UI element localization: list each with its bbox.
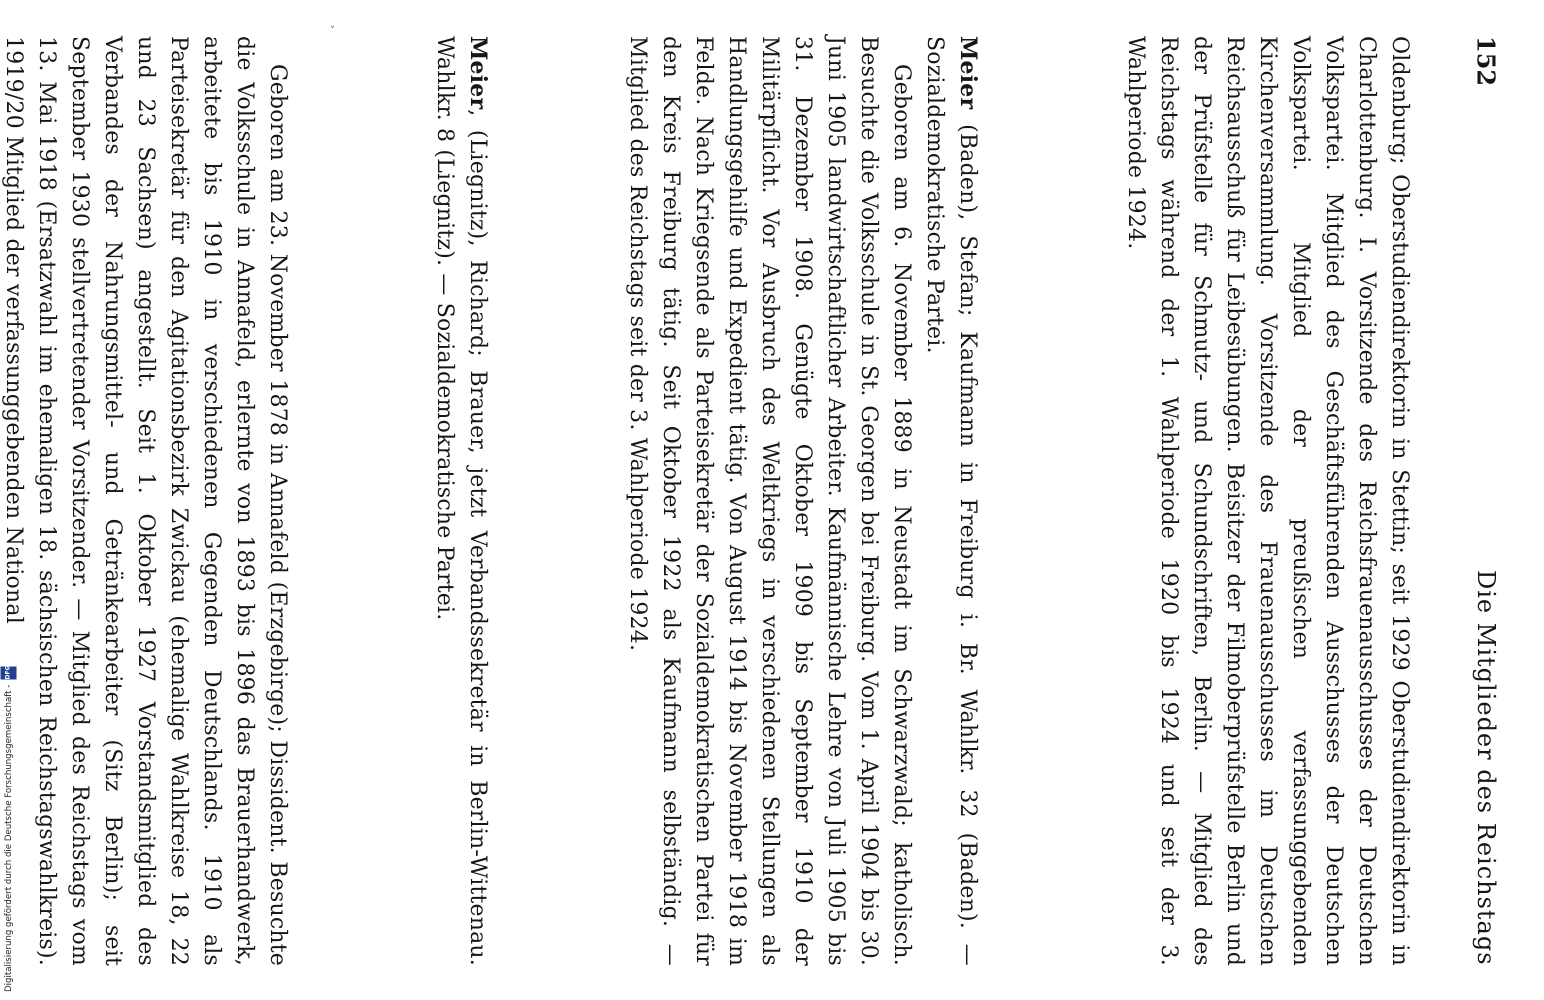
page-number: 152 (1471, 36, 1501, 87)
paragraph (1119, 36, 1416, 966)
paragraph (621, 36, 918, 966)
entry-heading-text: (Baden), Stefan; Kaufmann in Freiburg i. Br. Wahlkr. 32 (Baden). — Sozialdemokratische Partei. (922, 36, 980, 966)
entry-name: Meier (465, 36, 491, 110)
text-block-meier-richard-heading (394, 36, 494, 966)
paragraph (0, 36, 294, 966)
paragraph-text: Geboren am 23. November 1878 in Annafeld (Erzgebirge); Dissident. Besuchte die Volksschule in Annafeld, erlernte von 1893 bis 1896 das Brauerhandwerk, arbeitete bis 1910 in verschiedenen Gegenden Deutschlands. 1910 als Parteisekretär für den Agitationsbezirk Zwickau (ehemalige Wahlkreise 18, 22 und 23 Sachsen) angestellt. Seit 1. Oktober 1927 Vorstandsmitglied des Verbandes der Nahrungsmittel- und Getränkearbeiter (Sitz Berlin); seit September 1930 stellvertretender Vorsitzender. — Mitglied des Reichstags vom 13. Mai 1918 (Ersatzwahl im ehemaligen 18. sächsischen Reichstagswahlkreis). 1919/20 Mitglied der verfassunggebenden National (1, 36, 290, 966)
scan-speck-mark: ˅ (330, 26, 335, 37)
paragraph-text: Oldenburg; Oberstudiendirektorin in Stettin; seit 1929 Oberstudiendirektorin in Charlottenburg. I. Vorsitzende des Reichsfrauenausschusses der Deutschen Volkspartei. Mitglied des Geschäftsführenden Ausschusses der Deutschen Volkspartei. Mitglied der preußischen verfassunggebenden Kirchenversammlung. Vorsitzende des Frauenausschusses im Deutschen Reichsausschuß für Leibesübungen. Beisitzer der Filmoberprüfstelle Berlin und der Prüfstelle für Schmutz- und Schundschriften, Berlin. — Mitglied des Reichstags während der 1. Wahlperiode 1920 bis 1924 und seit der 3. Wahlperiode 1924. (1123, 36, 1412, 966)
running-head (1468, 36, 1504, 966)
text-block-meier-stefan (625, 36, 984, 966)
entry-heading (428, 36, 494, 966)
digitization-credit (2, 572, 16, 992)
running-title: Die Mitglieder des Reichstags (1472, 570, 1500, 966)
text-block-continuation (1123, 36, 1416, 966)
entry-name: Meier (955, 36, 981, 110)
entry-heading-text: , (Liegnitz), Richard; Brauer, jetzt Verbandssekretär in Berlin-Wittenau. Wahlkr. 8 (Liegnitz). — Sozialdemokratische Partei. (432, 36, 490, 966)
dfg-logo-icon: DFG (1, 666, 17, 679)
credit-text: Digitalisierung gefördert durch die Deutsche Forschungsgemeinschaft - (4, 684, 14, 992)
entry-heading (918, 36, 984, 966)
paragraph-text: Geboren am 6. November 1889 in Neustadt im Schwarzwald; katholisch. Besuchte die Volksschule in St. Georgen bei Freiburg. Vom 1. April 1904 bis 30. Juni 1905 landwirtschaftlicher Arbeiter. Kaufmännische Lehre von Juli 1905 bis 31. Dezember 1908. Genügte Oktober 1909 bis September 1910 der Militärpflicht. Vor Ausbruch des Weltkriegs in verschiedenen Stellungen als Handlungsgehilfe und Expedient tätig. Von August 1914 bis November 1918 im Felde. Nach Kriegsende als Parteisekretär der Sozialdemokratischen Partei für den Kreis Freiburg tätig. Seit Oktober 1922 als Kaufmann selbständig. — Mitglied des Reichstags seit der 3. Wahlperiode 1924. (625, 36, 914, 966)
